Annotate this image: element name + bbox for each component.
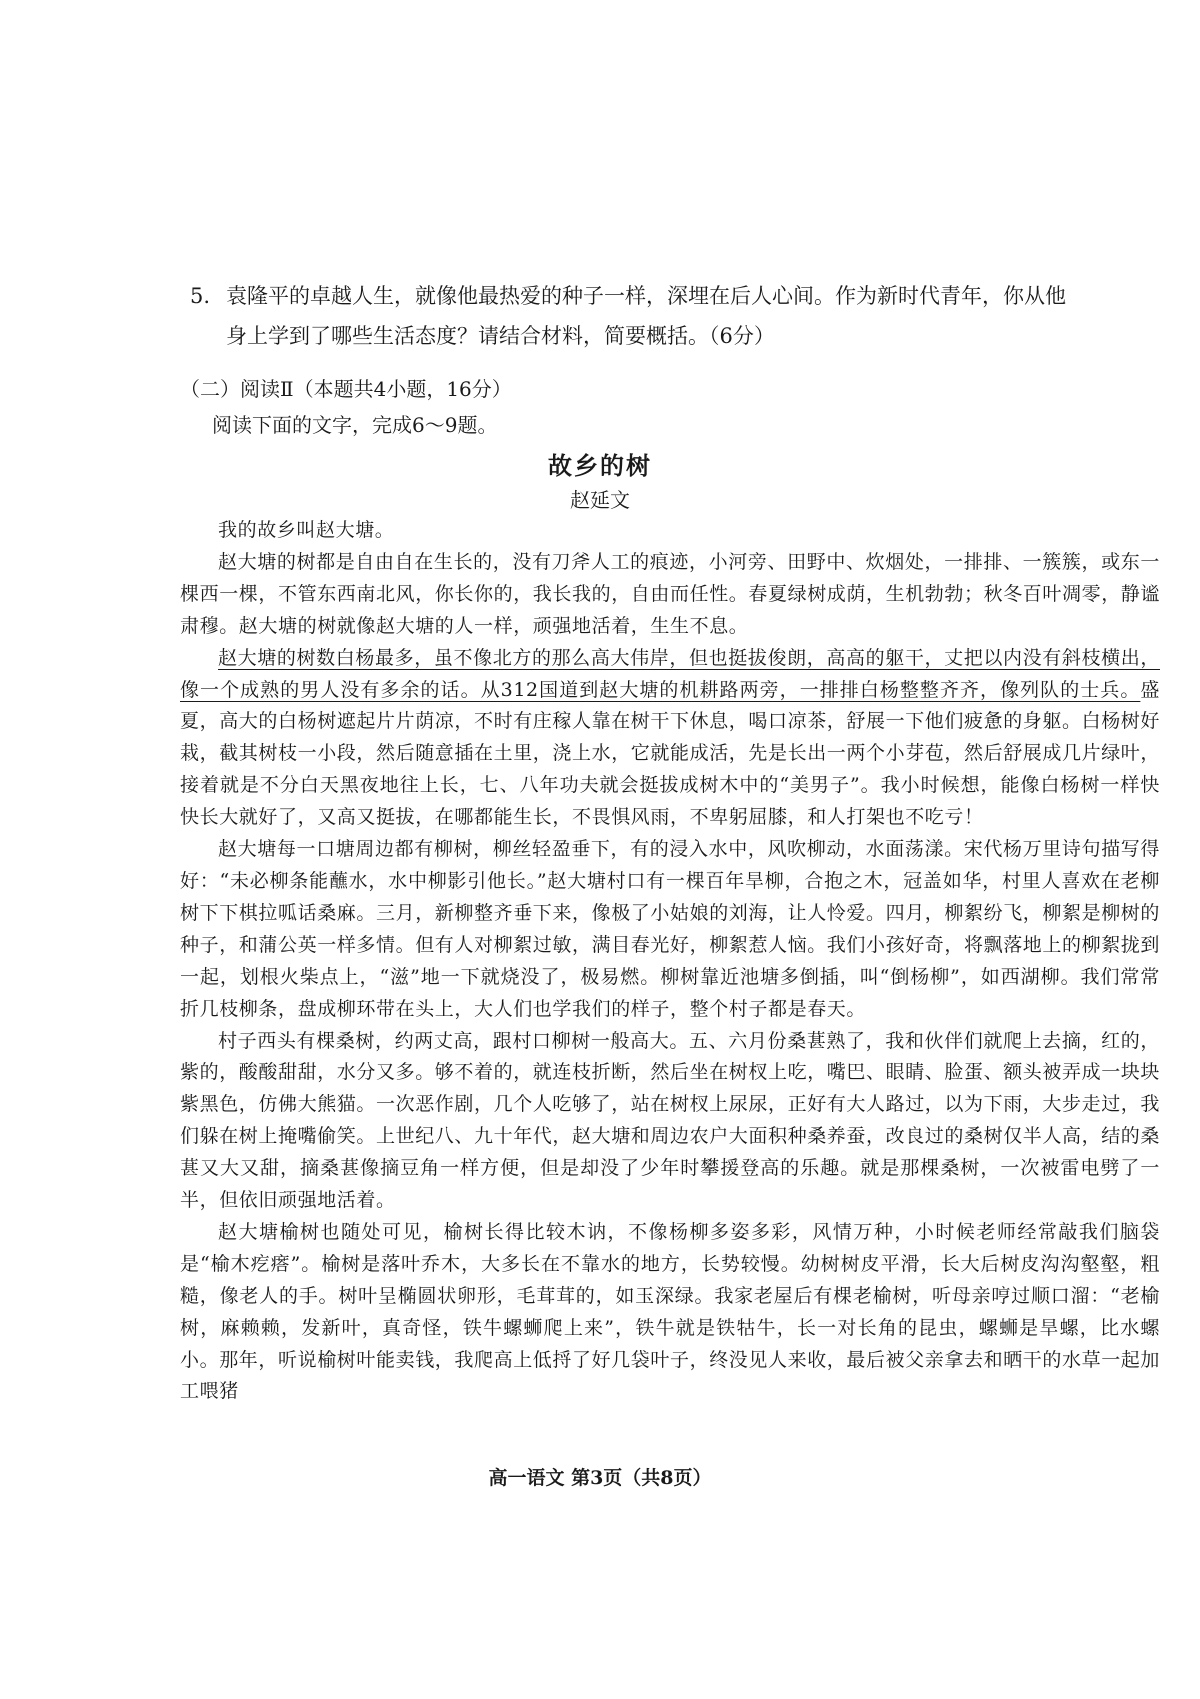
article-body — [180, 515, 1160, 1408]
question-text-line-2: 身上学到了哪些生活态度？请结合材料，简要概括。（6分） — [226, 324, 775, 348]
paragraph-3 — [180, 643, 1160, 834]
paragraph-1: 我的故乡叫赵大塘。 — [218, 519, 395, 541]
article-title: 故乡的树 — [548, 452, 652, 480]
section-instruction: 阅读下面的文字，完成6～9题。 — [212, 413, 498, 437]
section-header: （二）阅读Ⅱ（本题共4小题，16分） — [180, 377, 512, 401]
paragraph-2: 赵大塘的树都是自由自在生长的，没有刀斧人工的痕迹，小河旁、田野中、炊烟处，一排排、一簇簇，或东一棵西一棵，不管东西南北风，你长你的，我长我的，自由而任性。春夏绿树成荫，生机勃勃；秋冬百叶凋零，静谧肃穆。赵大塘的树就像赵大塘的人一样，顽强地活着，生生不息。 — [180, 550, 1161, 637]
underlined-passage: 赵大塘的树数白杨最多，虽不像北方的那么高大伟岸，但也挺拔俊朗，高高的躯干，丈把以内没有斜枝横出，像一个成熟的男人没有多余的话。从312国道到赵大塘的机耕路两旁，一排排白杨整整齐齐，像列队的士兵。 — [180, 646, 1160, 701]
question-5 — [190, 276, 1150, 356]
question-text-line-1: 袁隆平的卓越人生，就像他最热爱的种子一样，深埋在后人心间。作为新时代青年，你从他 — [226, 284, 1066, 308]
question-number: 5. — [190, 284, 211, 308]
paragraph-5: 村子西头有棵桑树，约两丈高，跟村口柳树一般高大。五、六月份桑葚熟了，我和伙伴们就爬上去摘，红的，紫的，酸酸甜甜，水分又多。够不着的，就连枝折断，然后坐在树杈上吃，嘴巴、眼睛、脸蛋、额头被弄成一块块紫黑色，仿佛大熊猫。一次恶作剧，几个人吃够了，站在树杈上尿尿，正好有大人路过，以为下雨，大步走过，我们躲在树上掩嘴偷笑。上世纪八、九十年代，赵大塘和周边农户大面积种桑养蚕，改良过的桑树仅半人高，结的桑葚又大又甜，摘桑葚像摘豆角一样方便，但是却没了少年时攀援登高的乐趣。就是那棵桑树，一次被雷电劈了一半，但依旧顽强地活着。 — [180, 1029, 1161, 1212]
paragraph-3-rest: 盛夏，高大的白杨树遮起片片荫凉，不时有庄稼人靠在树干下休息，喝口凉茶，舒展一下他们疲惫的身躯。白杨树好栽，截其树枝一小段，然后随意插在土里，浇上水，它就能成活，先是长出一两个小芽苞，然后舒展成几片绿叶，接着就是不分白天黑夜地往上长，七、八年功夫就会挺拔成树木中的“美男子”。我小时候想，能像白杨树一样快快长大就好了，又高又挺拔，在哪都能生长，不畏惧风雨，不卑躬屈膝，和人打架也不吃亏！ — [180, 678, 1161, 829]
article-author: 赵延文 — [570, 488, 630, 512]
paragraph-6: 赵大塘榆树也随处可见，榆树长得比较木讷，不像杨柳多姿多彩，风情万种，小时候老师经常敲我们脑袋是“榆木疙瘩”。榆树是落叶乔木，大多长在不靠水的地方，长势较慢。幼树树皮平滑，长大后树皮沟沟壑壑，粗糙，像老人的手。树叶呈椭圆状卵形，毛茸茸的，如玉深绿。我家老屋后有棵老榆树，听母亲哼过顺口溜：“老榆树，麻赖赖，发新叶，真奇怪，铁牛螺蛳爬上来”，铁牛就是铁牯牛，长一对长角的昆虫，螺蛳是旱螺，比水螺小。那年，听说榆树叶能卖钱，我爬高上低捋了好几袋叶子，终没见人来收，最后被父亲拿去和晒干的水草一起加工喂猪 — [180, 1220, 1161, 1403]
page-footer: 高一语文 第3页（共8页） — [488, 1467, 712, 1489]
paragraph-4: 赵大塘每一口塘周边都有柳树，柳丝轻盈垂下，有的浸入水中，风吹柳动，水面荡漾。宋代杨万里诗句描写得好：“未必柳条能蘸水，水中柳影引他长。”赵大塘村口有一棵百年旱柳，合抱之木，冠盖如华，村里人喜欢在老柳树下下棋拉呱话桑麻。三月，新柳整齐垂下来，像极了小姑娘的刘海，让人怜爱。四月，柳絮纷飞，柳絮是柳树的种子，和蒲公英一样多情。但有人对柳絮过敏，满目春光好，柳絮惹人恼。我们小孩好奇，将飘落地上的柳絮拢到一起，划根火柴点上，“滋”地一下就烧没了，极易燃。柳树靠近池塘多倒插，叫“倒杨柳”，如西湖柳。我们常常折几枝柳条，盘成柳环带在头上，大人们也学我们的样子，整个村子都是春天。 — [180, 838, 1161, 1020]
